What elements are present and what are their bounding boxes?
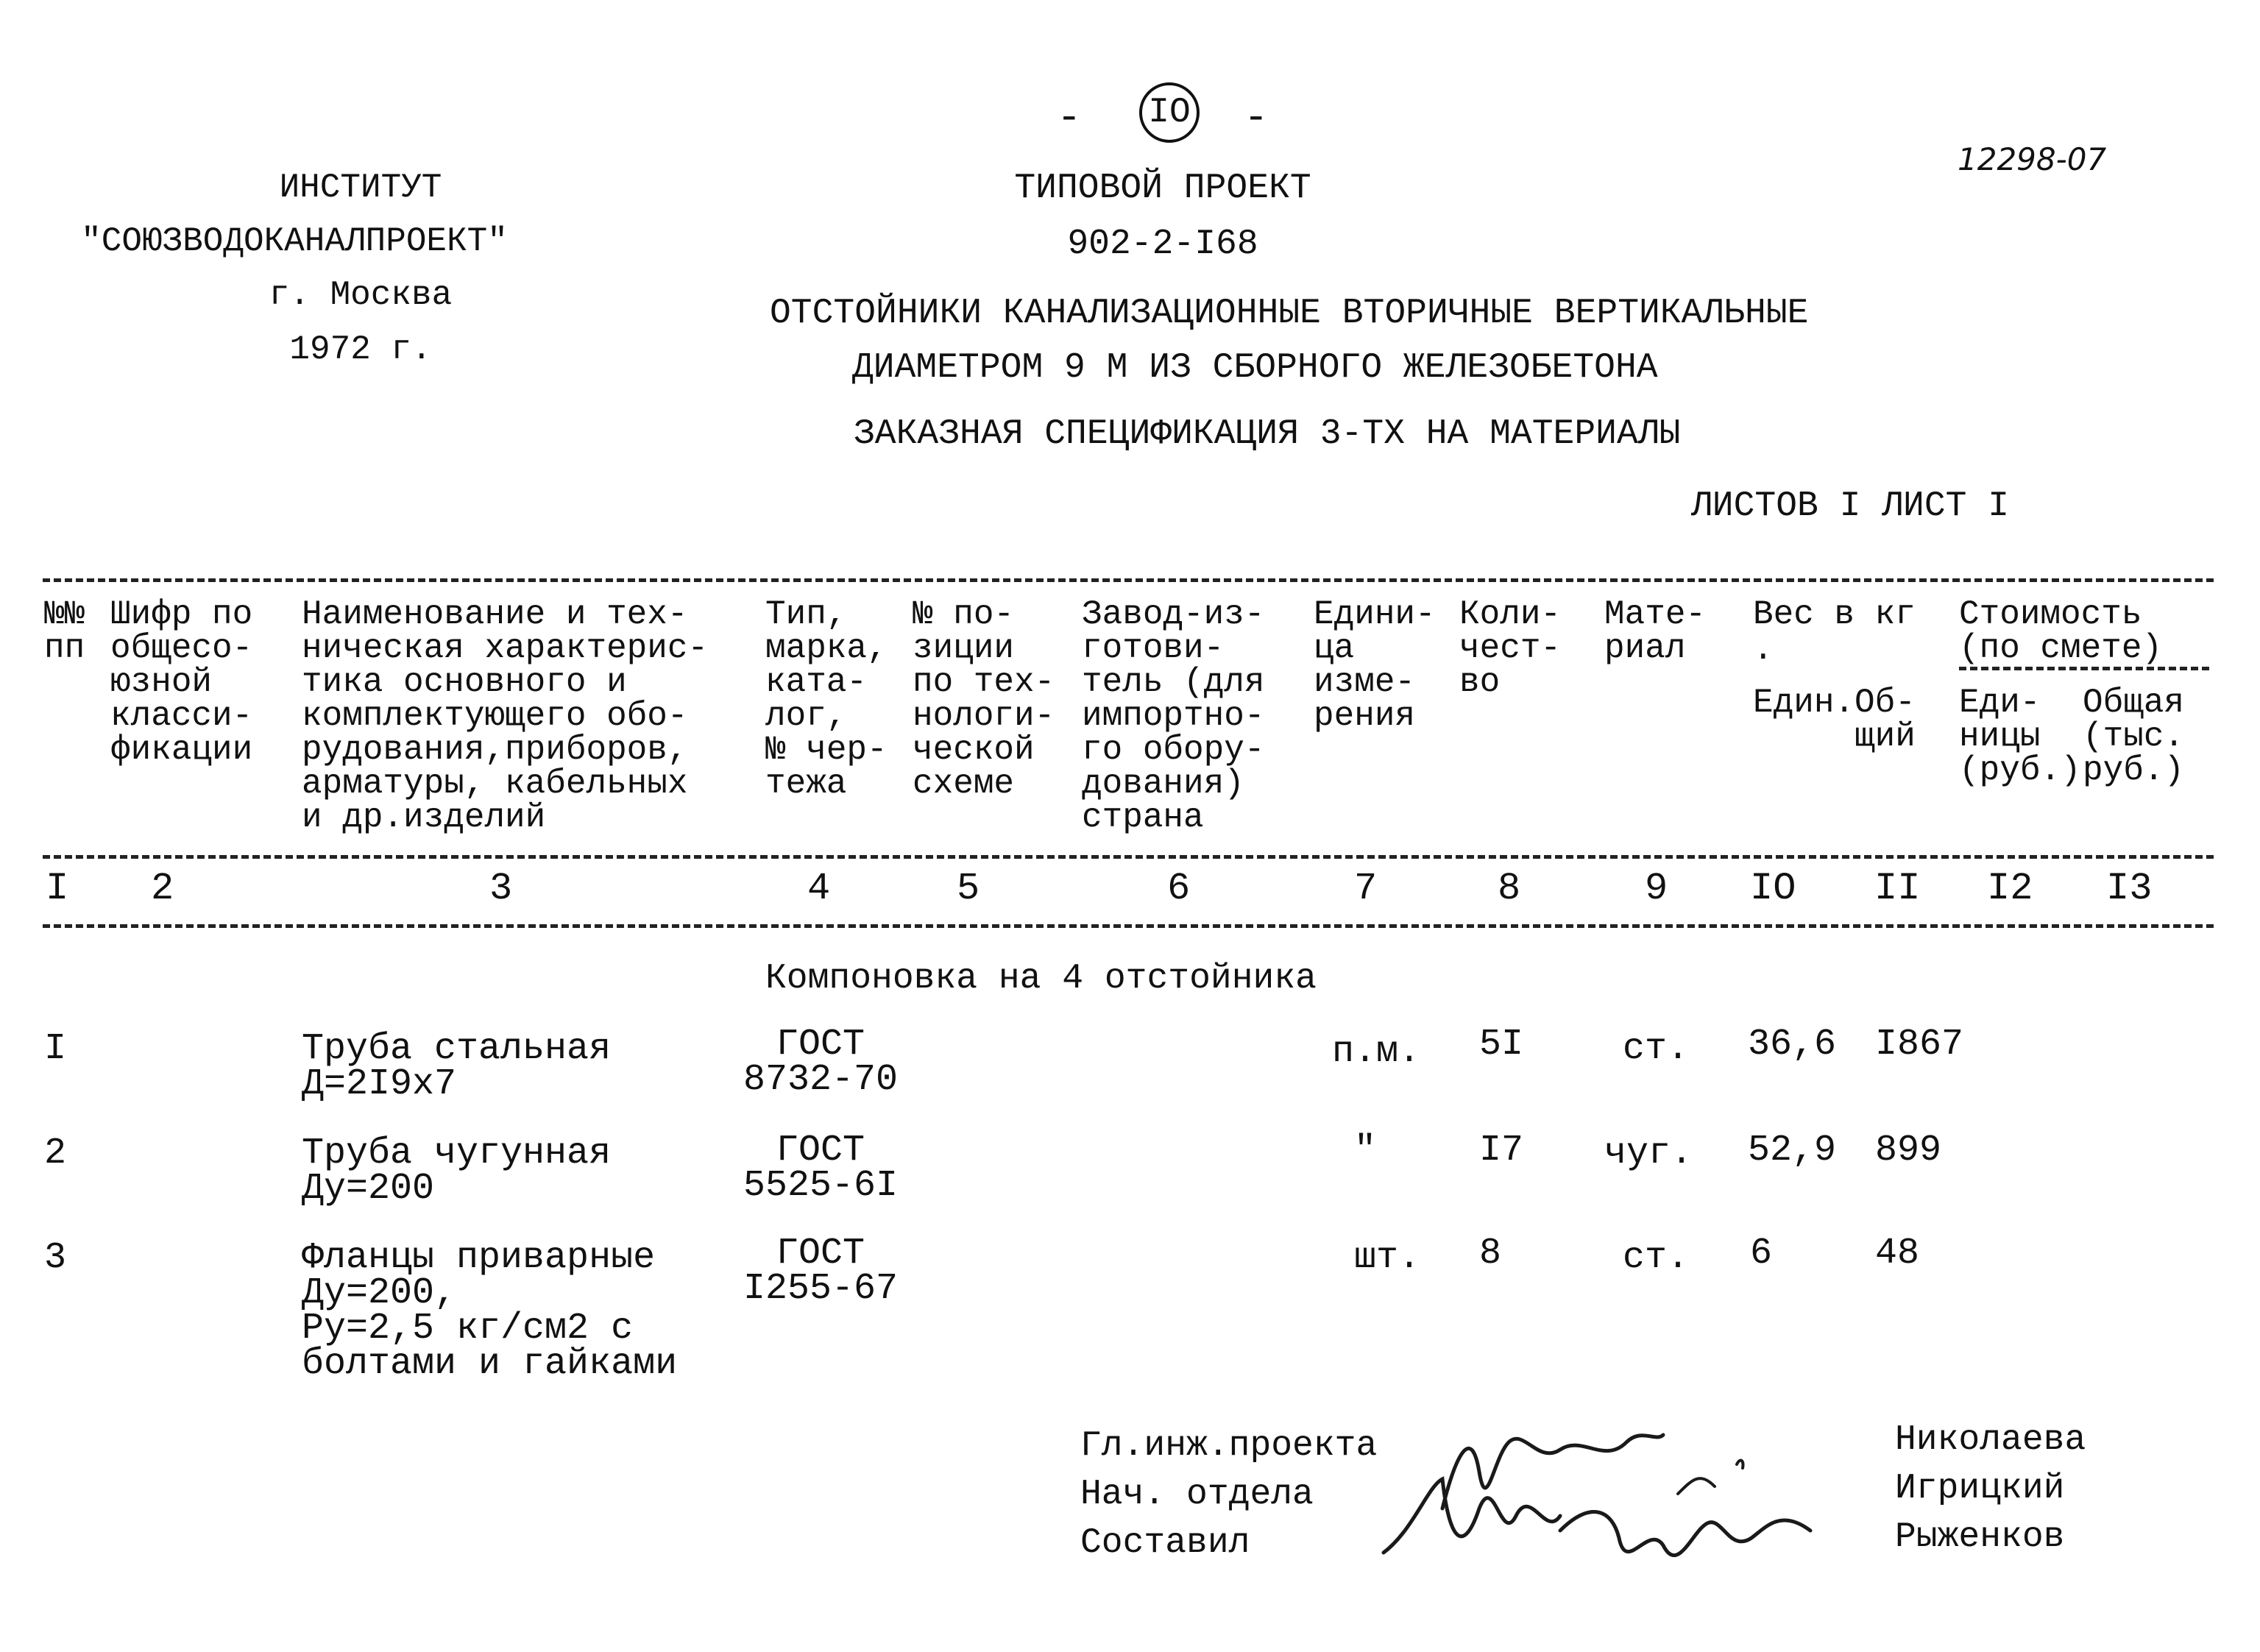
header-col-7: Едини- ца изме- рения [1314,595,1436,735]
signature-scribble-1 [1442,1435,1663,1509]
column-number: 7 [1354,867,1378,910]
row-number: 3 [44,1237,67,1279]
table-top-rule [43,578,2214,582]
sheets-info: ЛИСТОВ I ЛИСТ I [1691,486,2010,526]
handwritten-signatures [1369,1398,1869,1604]
column-number: 8 [1498,867,1521,910]
header-col-8: Коли- чест- во [1459,595,1562,701]
project-label: ТИПОВОЙ ПРОЕКТ [1014,169,1311,208]
title-line-3: ЗАКАЗНАЯ СПЕЦИФИКАЦИЯ 3-ТХ НА МАТЕРИАЛЫ [854,414,1681,454]
row-name: Труба стальная Д=2I9х7 [302,1028,612,1105]
row-weight-unit: 52,9 [1748,1130,1837,1171]
row-type: ГОСТ 8732-70 [743,1024,899,1101]
header-col-13: Общая (тыс. руб.) [2083,684,2185,790]
page-number-badge [1139,82,1200,143]
row-material: чуг. [1604,1132,1693,1174]
column-number: IO [1750,867,1796,910]
row-weight-unit: 36,6 [1748,1024,1837,1066]
row-name: Труба чугунная Ду=200 [302,1132,612,1210]
header-col-6: Завод-из- готови- тель (для импортно- го обору- дования) страна [1082,595,1265,837]
header-weight-dot: . [1753,631,1774,669]
column-number: 2 [151,867,174,910]
page-number: IO [1148,93,1191,132]
signature-scribble-3 [1560,1512,1810,1556]
document-number: 12298-07 [1958,141,2107,177]
signature-scribble-4 [1678,1461,1743,1494]
row-weight-total: 48 [1875,1233,1920,1275]
header-weight-group: Вес в кг [1753,595,1916,634]
section-title: Компоновка на 4 отстойника [765,959,1317,999]
header-col-10-11: Един.Об- щий [1753,684,1916,756]
row-unit: шт. [1354,1237,1421,1279]
row-number: I [44,1028,67,1070]
column-number: 9 [1645,867,1668,910]
header-col-5: № по- зиции по тех- нологи- ческой схеме [913,595,1055,803]
column-number: 3 [489,867,513,910]
row-weight-unit: 6 [1750,1233,1773,1275]
column-number: I [46,867,69,910]
project-code: 902-2-I68 [1067,224,1258,264]
row-quantity: I7 [1479,1130,1524,1171]
column-number: II [1874,867,1921,910]
row-weight-total: I867 [1875,1024,1964,1066]
column-number: 5 [957,867,980,910]
row-quantity: 8 [1479,1233,1502,1275]
header-col-3: Наименование и тех- ническая характерис- тика основного и комплектующего обо- рудования,приборов, арматуры, кабельных и др.изделий [302,595,709,837]
row-weight-total: 899 [1875,1130,1942,1171]
column-number: I3 [2106,867,2153,910]
institute-label: ИНСТИТУТ [279,169,442,207]
row-type: ГОСТ I255-67 [743,1233,899,1310]
row-unit: п.м. [1332,1031,1421,1073]
row-material: ст. [1623,1237,1690,1279]
signature-roles: Гл.инж.проекта Нач. отдела Составил [1080,1426,1378,1563]
row-material: ст. [1623,1028,1690,1070]
title-line-1: ОТСТОЙНИКИ КАНАЛИЗАЦИОННЫЕ ВТОРИЧНЫЕ ВЕРТИКАЛЬНЫЕ [770,294,1809,333]
signature-names: Николаева Игрицкий Рыженков [1895,1420,2086,1557]
header-bottom-rule [43,855,2214,859]
institute-year: 1972 г. [289,330,432,369]
header-col-2: Шифр по общесо- юзной класси- фикации [110,595,253,769]
header-col-12: Еди- ницы (руб.) [1959,684,2081,790]
column-number: 4 [807,867,831,910]
header-col-9: Мате- риал [1604,595,1707,667]
page-marker-left: - [1057,94,1082,141]
page-marker-right: - [1244,94,1269,141]
row-quantity: 5I [1479,1024,1524,1066]
institute-name: "СОЮЗВОДОКАНАЛПРОЕКТ" [81,222,508,260]
row-unit: " [1354,1130,1377,1171]
header-cost-group: Стоимость (по смете) [1959,595,2163,667]
title-line-2: ДИАМЕТРОМ 9 М ИЗ СБОРНОГО ЖЕЛЕЗОБЕТОНА [852,348,1658,388]
signature-scribble-2 [1384,1479,1560,1553]
header-col-1: №№ пп [44,595,85,667]
row-type: ГОСТ 5525-6I [743,1130,899,1207]
column-number: 6 [1167,867,1191,910]
row-number: 2 [44,1132,67,1174]
column-number: I2 [1987,867,2033,910]
institute-city: г. Москва [269,276,453,314]
header-col-4: Тип, марка, ката- лог, № чер- тежа [765,595,888,803]
row-name: Фланцы приварные Ду=200, Ру=2,5 кг/см2 с болтами и гайками [302,1237,678,1385]
column-numbers-rule [43,924,2214,928]
